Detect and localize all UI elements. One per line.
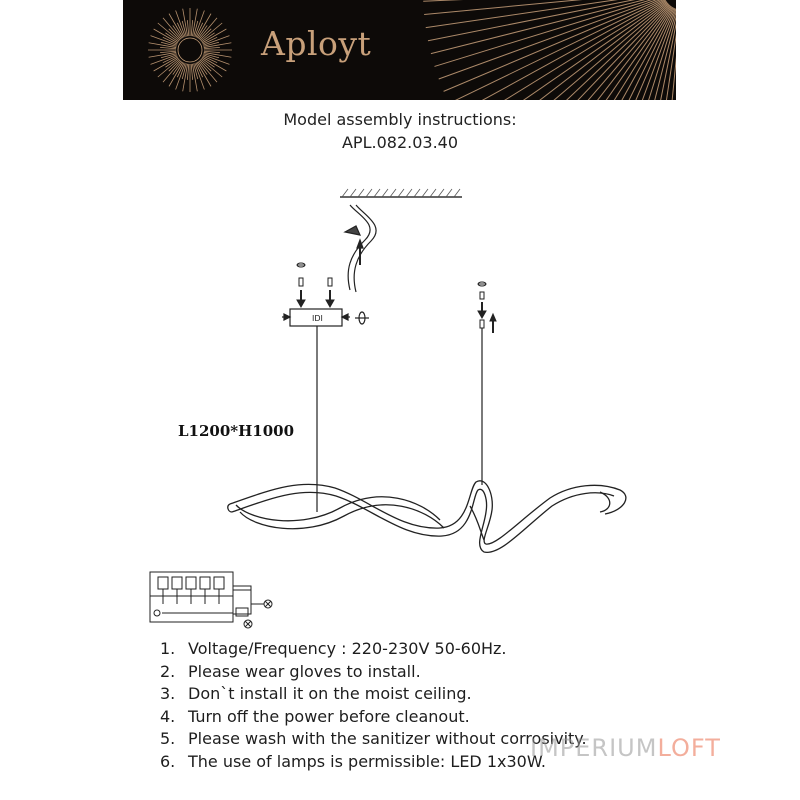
instruction-item: 2. Please wear gloves to install. <box>160 661 421 681</box>
instruction-item: 5. Please wash with the sanitizer without corrosivity. <box>160 729 587 748</box>
instruction-item: 6. The use of lamps is permissible: LED 1x30W. <box>160 751 546 771</box>
power-cord-icon <box>345 205 376 292</box>
instructions-list <box>160 638 587 773</box>
title-line-1: Model assembly instructions: <box>283 110 517 129</box>
dimensions-label: L1200*H1000 <box>178 422 295 440</box>
cable-stopper-icon <box>478 282 496 333</box>
canopy-icon <box>282 309 369 326</box>
instruction-item: 4. Turn off the power before cleanout. <box>160 706 470 726</box>
model-number: APL.082.03.40 <box>341 133 459 152</box>
watermark-part-1: IMPERIUM <box>530 734 658 762</box>
wiring-diagram <box>150 572 272 628</box>
instruction-item: 3. Don`t install it on the moist ceiling. <box>160 684 472 703</box>
brand-logo: Aployt <box>261 24 372 63</box>
screw-icon <box>297 263 334 307</box>
watermark-part-2: LOFT <box>657 734 721 762</box>
watermark <box>530 734 721 762</box>
ceiling-icon <box>340 189 462 197</box>
instruction-item: 1. Voltage/Frequency : 220-230V 50-60Hz. <box>160 639 507 658</box>
svg-text:IDI: IDI <box>312 314 323 323</box>
lamp-body-wave <box>228 481 626 553</box>
